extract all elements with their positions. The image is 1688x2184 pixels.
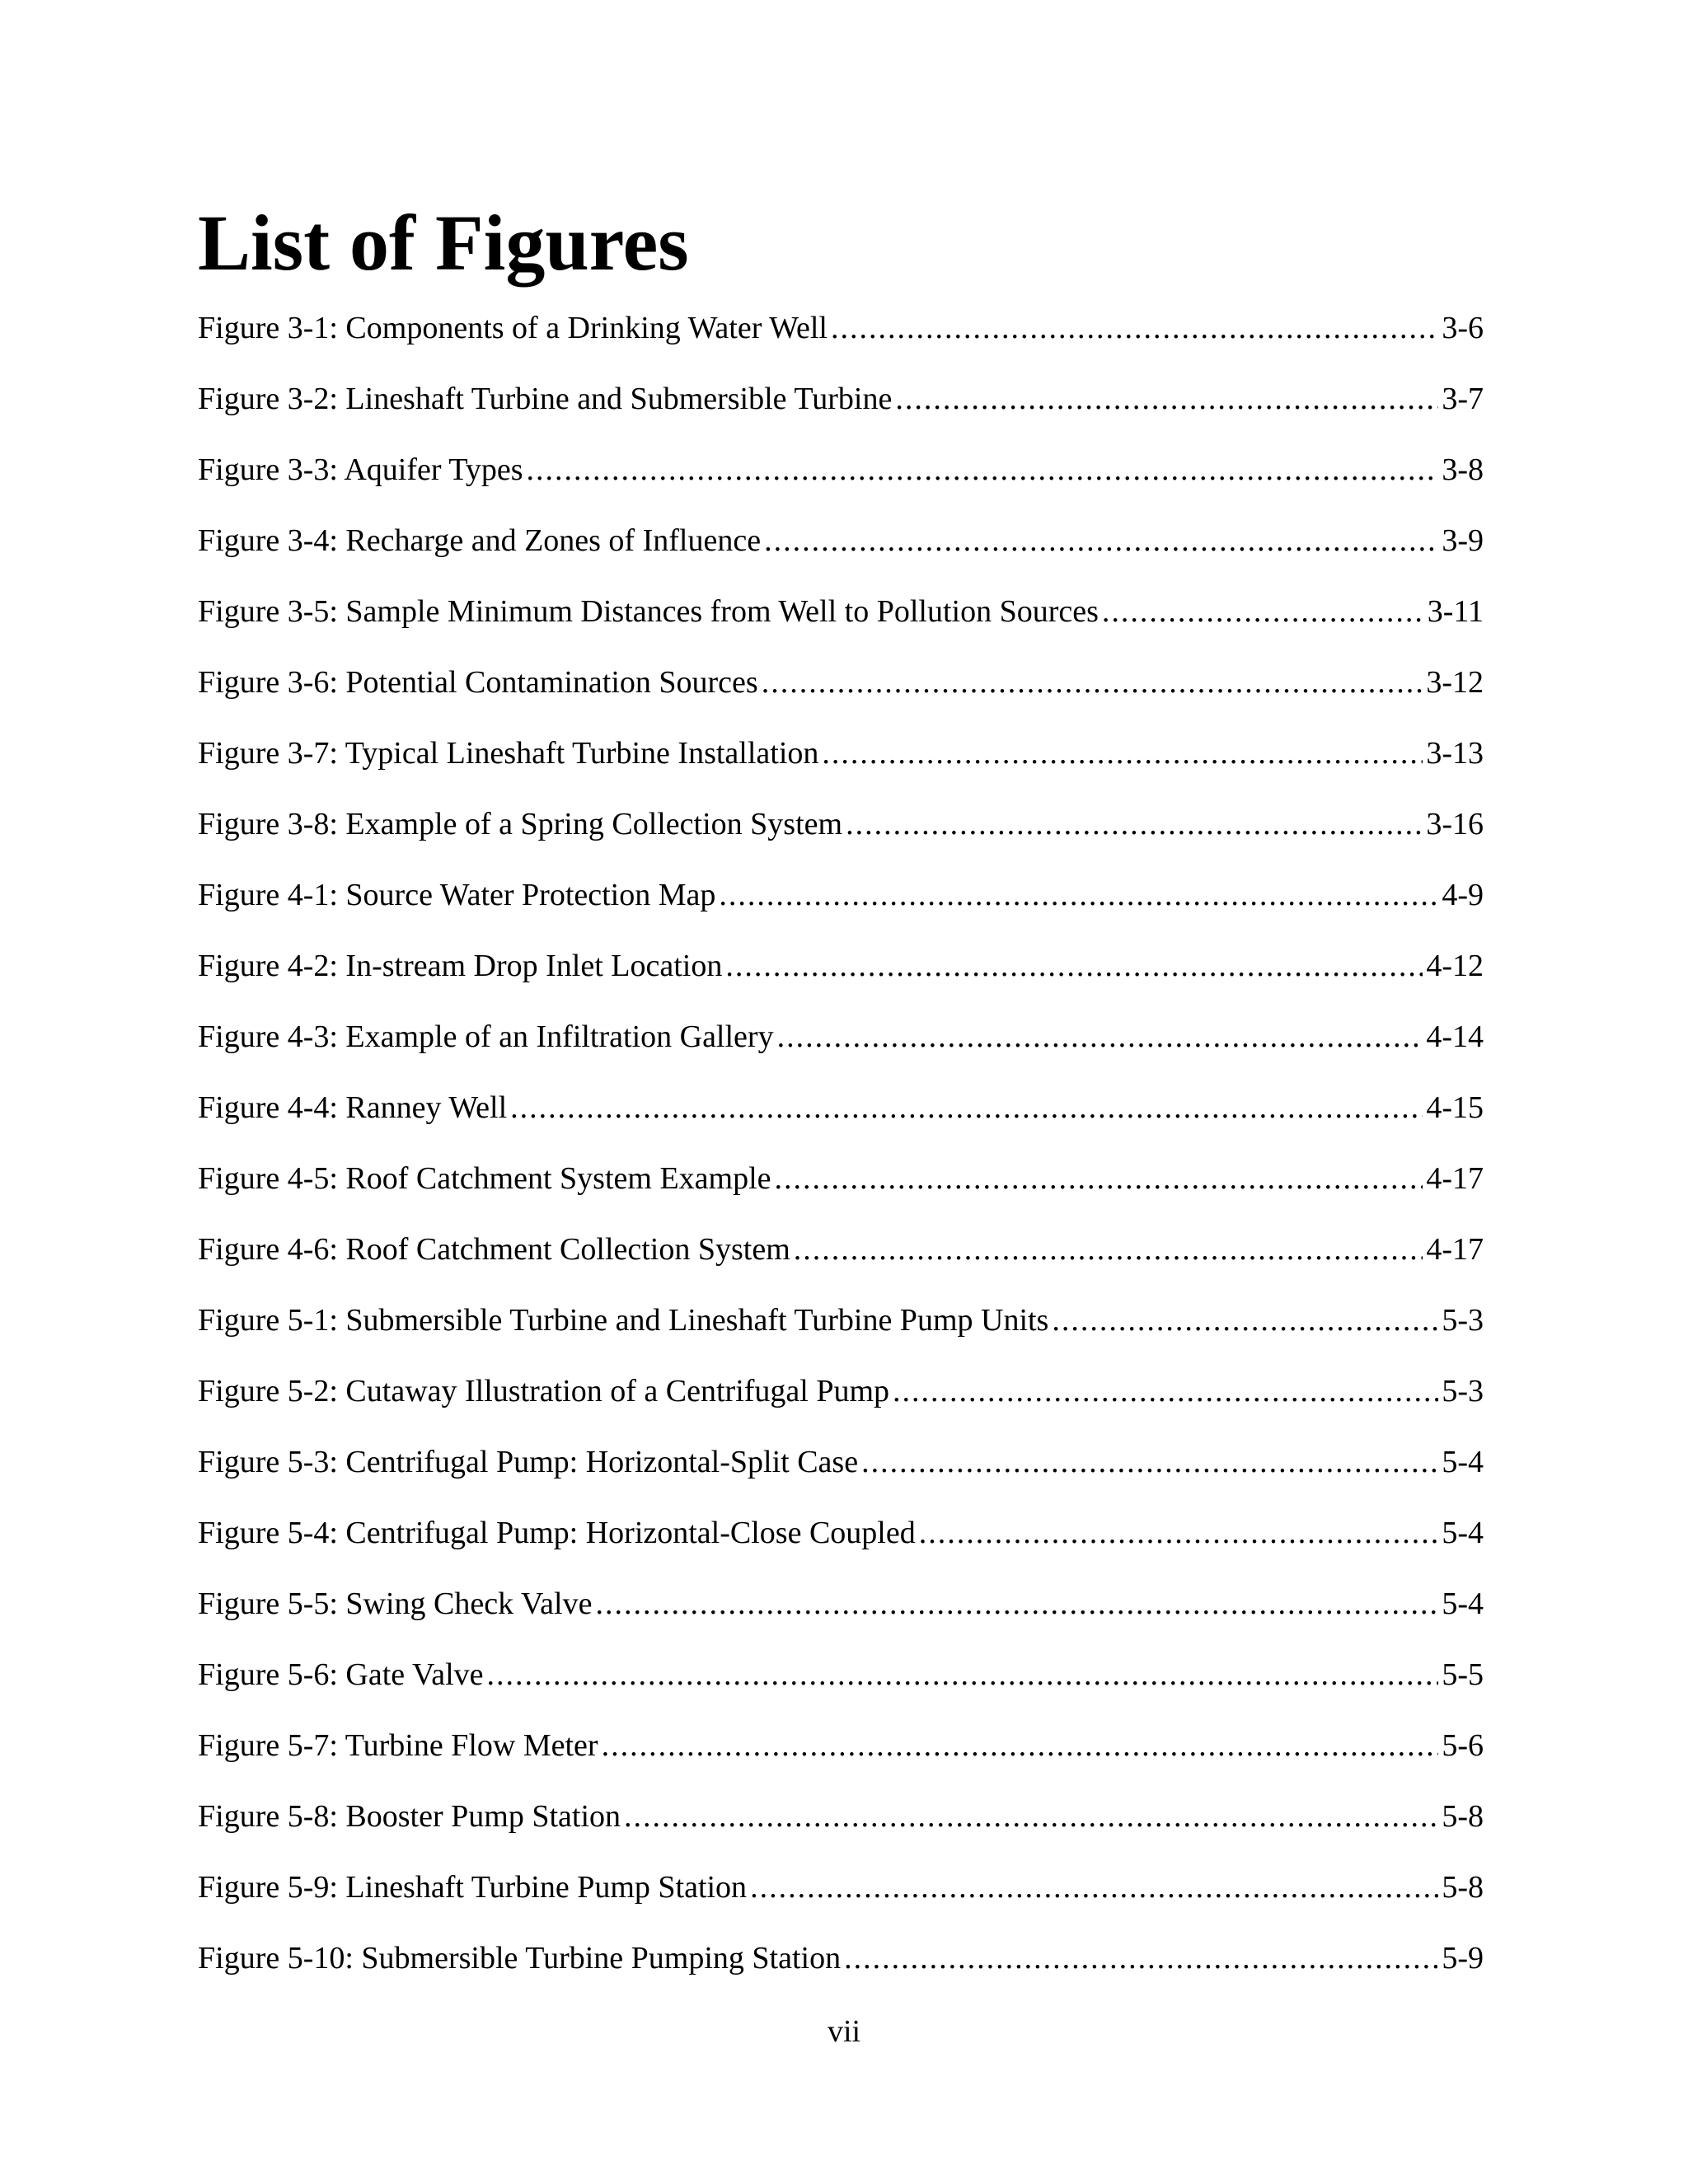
toc-entry[interactable] (198, 658, 1484, 729)
dot-leader (775, 1154, 1423, 1203)
page-number: vii (827, 2014, 861, 2049)
toc-entry-page: 5-3 (1442, 1303, 1484, 1338)
toc-entry-page: 5-8 (1442, 1870, 1484, 1905)
toc-entry-page: 4-12 (1426, 949, 1484, 983)
toc-entry[interactable] (198, 729, 1484, 799)
toc-entry-page: 5-6 (1442, 1728, 1484, 1763)
dot-leader (893, 1366, 1438, 1416)
toc-entry-page: 5-8 (1442, 1799, 1484, 1834)
toc-entry-page: 5-9 (1442, 1941, 1484, 1975)
toc-entry-page: 3-11 (1427, 594, 1484, 629)
toc-entry[interactable] (198, 1933, 1484, 2004)
dot-leader (777, 1012, 1423, 1062)
toc-entry-label: Figure 3-4: Recharge and Zones of Influence (198, 516, 761, 565)
list-of-figures (198, 303, 1484, 2004)
toc-entry-label: Figure 3-2: Lineshaft Turbine and Submersible Turbine (198, 374, 892, 424)
toc-entry[interactable] (198, 799, 1484, 870)
dot-leader (846, 799, 1423, 849)
dot-leader (595, 1579, 1438, 1629)
toc-entry[interactable] (198, 1225, 1484, 1296)
toc-entry-page: 5-4 (1442, 1516, 1484, 1550)
toc-entry-page: 5-5 (1442, 1657, 1484, 1692)
dot-leader (750, 1863, 1438, 1912)
toc-entry-label: Figure 3-5: Sample Minimum Distances from Well to Pollution Sources (198, 587, 1099, 636)
toc-entry[interactable] (198, 1863, 1484, 1933)
page-title: List of Figures (198, 199, 689, 287)
toc-entry[interactable] (198, 445, 1484, 516)
toc-entry[interactable] (198, 1579, 1484, 1650)
toc-entry-page: 5-4 (1442, 1445, 1484, 1479)
toc-entry[interactable] (198, 1508, 1484, 1579)
dot-leader (764, 516, 1438, 565)
toc-entry[interactable] (198, 1083, 1484, 1154)
toc-entry-label: Figure 3-6: Potential Contamination Sources (198, 658, 758, 707)
dot-leader (895, 374, 1438, 424)
dot-leader (1052, 1296, 1438, 1345)
toc-entry-label: Figure 4-2: In-stream Drop Inlet Location (198, 941, 722, 991)
toc-entry-label: Figure 5-8: Booster Pump Station (198, 1792, 621, 1841)
toc-entry-label: Figure 4-3: Example of an Infiltration Gallery (198, 1012, 774, 1062)
toc-entry-label: Figure 4-5: Roof Catchment System Example (198, 1154, 771, 1203)
toc-entry[interactable] (198, 1650, 1484, 1721)
toc-entry-label: Figure 4-4: Ranney Well (198, 1083, 507, 1132)
toc-entry[interactable] (198, 587, 1484, 658)
toc-entry-label: Figure 5-7: Turbine Flow Meter (198, 1721, 598, 1770)
toc-entry[interactable] (198, 374, 1484, 445)
toc-entry-page: 5-4 (1442, 1586, 1484, 1621)
dot-leader (1102, 587, 1424, 636)
toc-entry-label: Figure 5-5: Swing Check Valve (198, 1579, 592, 1629)
toc-entry-page: 3-6 (1442, 311, 1484, 345)
dot-leader (831, 303, 1438, 353)
dot-leader (510, 1083, 1423, 1132)
toc-entry[interactable] (198, 941, 1484, 1012)
dot-leader (719, 870, 1438, 920)
toc-entry-label: Figure 5-10: Submersible Turbine Pumping Station (198, 1933, 841, 1983)
toc-entry-page: 4-17 (1426, 1161, 1484, 1196)
toc-entry-page: 3-13 (1426, 736, 1484, 771)
dot-leader (527, 445, 1439, 494)
toc-entry-label: Figure 3-8: Example of a Spring Collection System (198, 799, 842, 849)
dot-leader (861, 1437, 1438, 1487)
toc-entry[interactable] (198, 1721, 1484, 1792)
toc-entry[interactable] (198, 1296, 1484, 1366)
dot-leader (919, 1508, 1439, 1558)
toc-entry-label: Figure 5-2: Cutaway Illustration of a Centrifugal Pump (198, 1366, 889, 1416)
toc-entry-label: Figure 5-1: Submersible Turbine and Lineshaft Turbine Pump Units (198, 1296, 1048, 1345)
toc-entry-page: 4-14 (1426, 1019, 1484, 1054)
toc-entry-label: Figure 4-1: Source Water Protection Map (198, 870, 715, 920)
toc-entry-page: 5-3 (1442, 1374, 1484, 1408)
toc-entry-page: 3-8 (1442, 452, 1484, 487)
toc-entry-page: 3-16 (1426, 807, 1484, 841)
toc-entry-label: Figure 4-6: Roof Catchment Collection System (198, 1225, 790, 1274)
toc-entry-page: 4-9 (1442, 878, 1484, 912)
dot-leader (487, 1650, 1439, 1699)
toc-entry[interactable] (198, 1792, 1484, 1863)
toc-entry[interactable] (198, 1366, 1484, 1437)
toc-entry[interactable] (198, 1012, 1484, 1083)
toc-entry[interactable] (198, 303, 1484, 374)
dot-leader (844, 1933, 1438, 1983)
toc-entry-page: 3-7 (1442, 382, 1484, 416)
toc-entry[interactable] (198, 516, 1484, 587)
dot-leader (794, 1225, 1423, 1274)
dot-leader (602, 1721, 1439, 1770)
dot-leader (624, 1792, 1438, 1841)
toc-entry-page: 4-15 (1426, 1090, 1484, 1125)
toc-entry[interactable] (198, 1154, 1484, 1225)
toc-entry-page: 3-12 (1426, 665, 1484, 700)
dot-leader (762, 658, 1423, 707)
toc-entry-label: Figure 5-6: Gate Valve (198, 1650, 484, 1699)
dot-leader (822, 729, 1423, 778)
toc-entry-label: Figure 3-7: Typical Lineshaft Turbine Installation (198, 729, 818, 778)
toc-entry-page: 3-9 (1442, 523, 1484, 558)
toc-entry-label: Figure 5-9: Lineshaft Turbine Pump Station (198, 1863, 747, 1912)
toc-entry[interactable] (198, 870, 1484, 941)
toc-entry-label: Figure 5-3: Centrifugal Pump: Horizontal-Split Case (198, 1437, 858, 1487)
toc-entry-label: Figure 3-3: Aquifer Types (198, 445, 523, 494)
dot-leader (725, 941, 1423, 991)
toc-entry-page: 4-17 (1426, 1232, 1484, 1267)
toc-entry[interactable] (198, 1437, 1484, 1508)
toc-entry-label: Figure 3-1: Components of a Drinking Water Well (198, 303, 828, 353)
toc-entry-label: Figure 5-4: Centrifugal Pump: Horizontal-Close Coupled (198, 1508, 916, 1558)
